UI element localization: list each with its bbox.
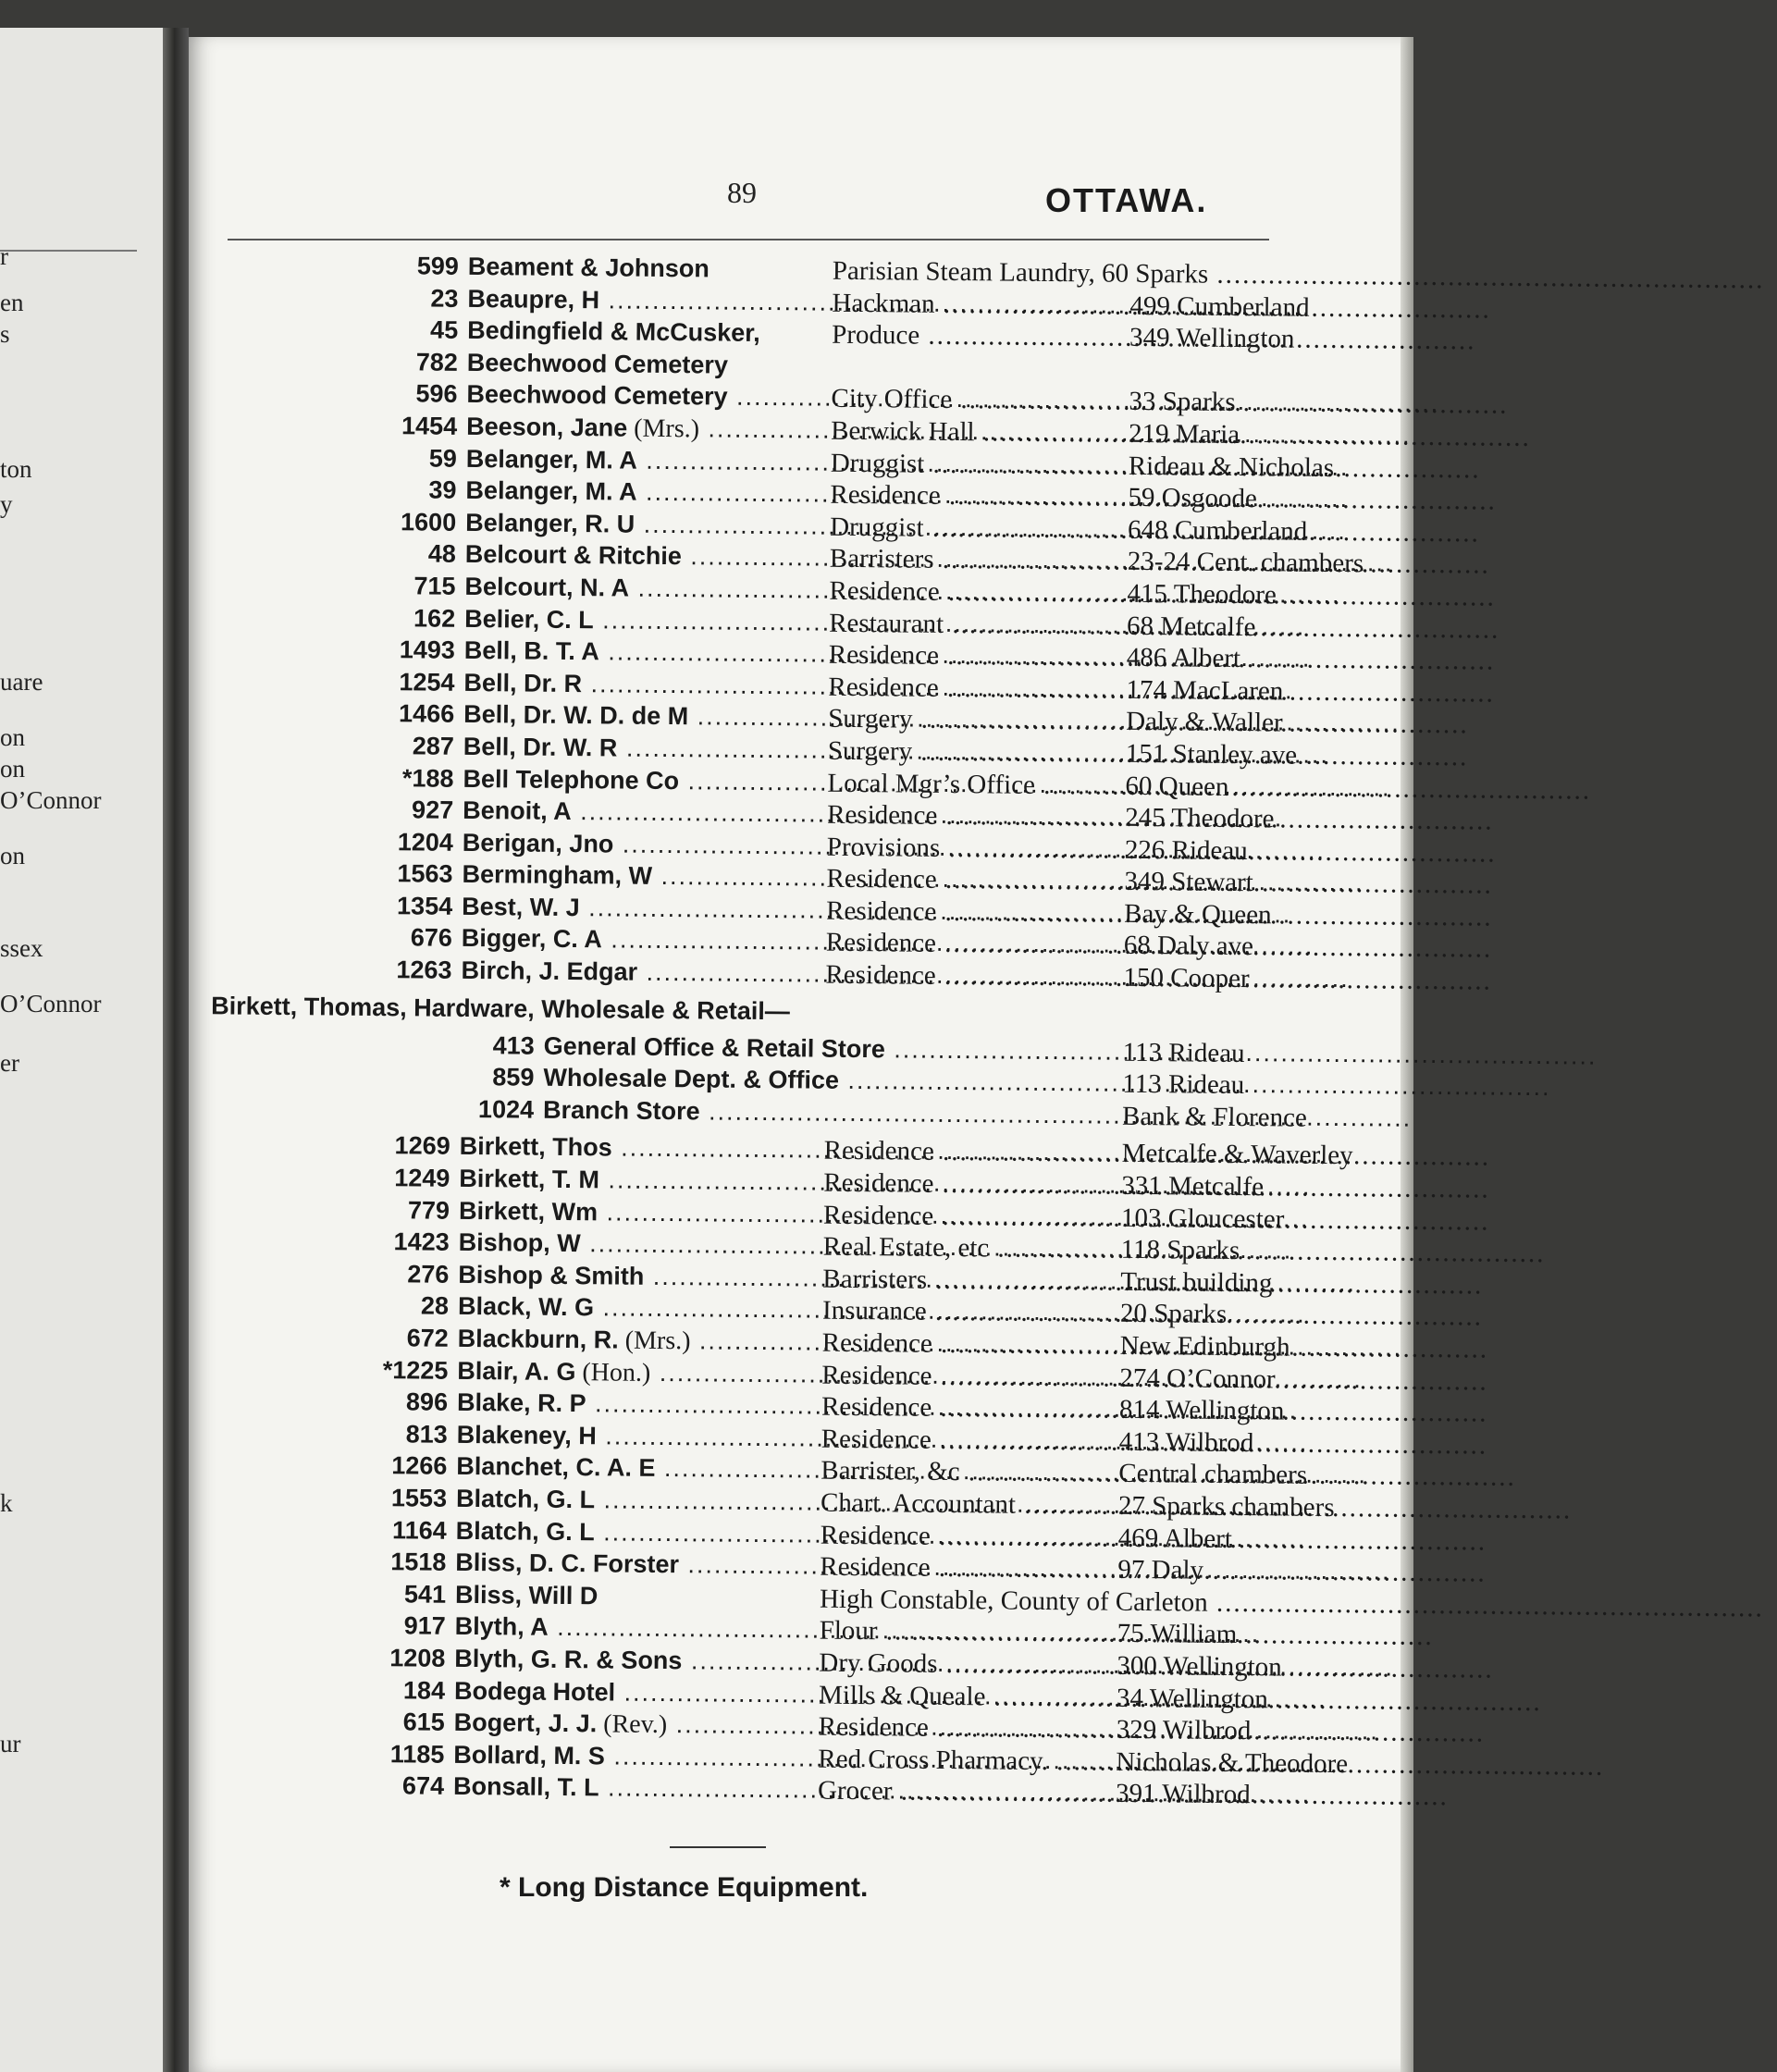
- street-address: 68 Daly ave: [1123, 931, 1254, 962]
- subscriber-name: Bell, Dr. W. D. de M .....: [463, 700, 824, 733]
- running-head: OTTAWA.: [1045, 181, 1208, 219]
- subscriber-name: Belanger, M. A .....: [466, 444, 827, 476]
- subscriber-name: Bigger, C. A .....: [462, 924, 822, 956]
- phone-number: 779: [407, 1195, 450, 1225]
- subscriber-name: Beechwood Cemetery .....: [466, 380, 827, 413]
- phone-number: 1518: [390, 1548, 447, 1576]
- subscriber-name: Bell Telephone Co .....: [463, 764, 823, 796]
- phone-number: 599: [416, 252, 459, 280]
- business-description: Residence .....: [821, 1392, 1117, 1425]
- subscriber-name: Blanchet, C. A. E .....: [456, 1452, 817, 1485]
- phone-number: 715: [413, 572, 456, 600]
- street-address: 391 Wilbrod: [1115, 1779, 1251, 1810]
- street-address: 814 Wellington: [1118, 1394, 1285, 1426]
- phone-number: 1600: [400, 508, 457, 536]
- business-description: Provisions .....: [827, 832, 1123, 865]
- left-page-text-fragment: on: [0, 723, 25, 751]
- subscriber-name: Belcourt, N. A .....: [464, 573, 825, 605]
- street-address: 274 O’Connor: [1119, 1363, 1276, 1394]
- subscriber-name: Bollard, M. S .....: [453, 1741, 814, 1773]
- left-page-text-fragment: s: [0, 320, 10, 348]
- phone-number: 39: [428, 475, 457, 504]
- subscriber-title: (Rev.): [597, 1709, 668, 1740]
- phone-number: 1164: [392, 1515, 447, 1545]
- subscriber-name: Benoit, A .....: [463, 796, 823, 829]
- phone-number: 287: [412, 732, 455, 760]
- business-description: Red Cross Pharmacy. .....: [818, 1744, 1114, 1777]
- phone-number: 596: [415, 379, 458, 409]
- street-address: 349 Stewart: [1124, 867, 1253, 898]
- subscriber-name: Bishop, W .....: [459, 1228, 820, 1261]
- street-address: 75 William: [1117, 1619, 1238, 1650]
- phone-number: 672: [406, 1324, 449, 1352]
- street-address: 300 Wellington: [1117, 1650, 1282, 1683]
- phone-number: 896: [405, 1388, 449, 1416]
- subscriber-name: Blake, R. P .....: [457, 1388, 818, 1421]
- phone-number: 674: [401, 1771, 445, 1801]
- business-description: Residence .....: [826, 928, 1122, 961]
- subscriber-name: Bishop & Smith .....: [458, 1261, 819, 1293]
- business-description: Dry Goods .....: [819, 1648, 1115, 1682]
- street-address: 20 Sparks: [1119, 1299, 1228, 1330]
- street-address: 245 Theodore: [1125, 802, 1275, 834]
- phone-number: *188: [401, 763, 454, 793]
- footnote-rule: [670, 1846, 766, 1848]
- phone-number: 276: [407, 1260, 450, 1289]
- business-description: Residence .....: [823, 1200, 1119, 1233]
- left-page-text-fragment: on: [0, 842, 25, 870]
- subscriber-name: Blair, A. G (Hon.) .....: [457, 1356, 818, 1389]
- business-description: Residence .....: [826, 864, 1122, 897]
- left-page-text-fragment: k: [0, 1489, 13, 1517]
- business-description: Residence .....: [821, 1424, 1117, 1457]
- section-heading: Birkett, Thomas, Hardware, Wholesale & Retail—: [211, 991, 790, 1025]
- phone-number: 615: [402, 1708, 445, 1736]
- phone-number: 45: [429, 315, 459, 345]
- street-address: 648 Cumberland: [1127, 514, 1308, 547]
- header-rule: [228, 239, 1269, 240]
- street-address: 151 Stanley ave: [1125, 738, 1298, 771]
- phone-number: 1493: [399, 635, 456, 664]
- left-page-text-fragment: er: [0, 1049, 19, 1077]
- street-address: 486 Albert: [1126, 642, 1241, 674]
- phone-number: 1254: [399, 667, 455, 697]
- street-address: Metcalfe & Waverley: [1121, 1139, 1353, 1171]
- business-description: Parisian Steam Laundry, 60 Sparks .....: [833, 256, 1147, 290]
- subscriber-name: Birkett, Wm .....: [459, 1197, 820, 1229]
- subscriber-name: Bonsall, T. L .....: [453, 1772, 814, 1805]
- business-description: City Office .....: [831, 384, 1127, 417]
- subscriber-name: Blyth, A .....: [455, 1612, 816, 1645]
- business-description: Flour .....: [820, 1616, 1116, 1649]
- subscriber-name: Blatch, G. L .....: [456, 1516, 817, 1548]
- street-address: Trust building: [1120, 1266, 1273, 1299]
- street-address: 219 Maria: [1128, 418, 1240, 450]
- street-address: Central chambers: [1118, 1459, 1308, 1491]
- street-address: 113 Rideau: [1122, 1069, 1245, 1101]
- department-name: Wholesale Dept. & Office .....: [543, 1064, 1117, 1098]
- subscriber-name: Birkett, T. M .....: [459, 1165, 820, 1197]
- left-page-text-fragment: uare: [0, 668, 43, 696]
- business-description: Residence .....: [829, 576, 1125, 610]
- street-address: 469 Albert: [1117, 1523, 1233, 1554]
- street-address: 331 Metcalfe: [1121, 1170, 1265, 1202]
- subscriber-name: Belier, C. L .....: [464, 604, 825, 636]
- business-description: Surgery .....: [828, 736, 1124, 770]
- street-address: 23-24 Cent. chambers: [1127, 547, 1364, 579]
- phone-number: 162: [413, 603, 456, 633]
- subscriber-title: (Mrs.): [627, 413, 700, 444]
- left-page-text-fragment: en: [0, 289, 24, 316]
- subscriber-name: Blakeney, H .....: [457, 1421, 818, 1453]
- business-description: Barristers .....: [822, 1264, 1118, 1297]
- business-description: Residence .....: [827, 800, 1123, 833]
- phone-number: 1354: [396, 892, 453, 920]
- subscriber-name: Berigan, Jno .....: [463, 829, 823, 861]
- subscriber-name: Bogert, J. J. (Rev.) .....: [454, 1708, 815, 1742]
- business-description: Berwick Hall .....: [831, 416, 1127, 450]
- street-address: 68 Metcalfe: [1126, 610, 1256, 642]
- subscriber-name: Bodega Hotel .....: [454, 1676, 815, 1708]
- street-address: Bank & Florence: [1121, 1101, 1307, 1133]
- subscriber-name: Belanger, M. A .....: [465, 476, 826, 509]
- business-description: Residence .....: [820, 1552, 1116, 1585]
- street-address: 150 Cooper: [1123, 962, 1250, 994]
- phone-number: 184: [402, 1675, 446, 1705]
- business-description: Surgery .....: [828, 704, 1124, 737]
- subscriber-name: Belcourt & Ritchie .....: [465, 540, 826, 573]
- phone-number: 48: [427, 539, 456, 569]
- phone-number: 59: [428, 444, 457, 473]
- street-address: Rideau & Nicholas: [1128, 450, 1335, 483]
- business-description: Residence .....: [821, 1520, 1117, 1553]
- business-description: Grocer .....: [818, 1776, 1114, 1809]
- subscriber-name: Bell, Dr. R .....: [463, 669, 824, 701]
- phone-number: 859: [492, 1063, 535, 1092]
- left-page-rule: [0, 250, 137, 252]
- department-name: General Office & Retail Store .....: [544, 1031, 1117, 1066]
- business-description: Druggist .....: [830, 512, 1126, 545]
- street-address: 60 Queen: [1125, 771, 1229, 802]
- business-description: Residence .....: [829, 640, 1125, 673]
- left-page-text-fragment: y: [0, 490, 13, 518]
- business-description: Residence .....: [819, 1712, 1115, 1745]
- subscriber-name: Black, W. G .....: [458, 1292, 819, 1325]
- left-page-text-fragment: ton: [0, 455, 32, 483]
- subscriber-name: Bedingfield & McCusker,: [467, 316, 760, 348]
- phone-number: 1249: [394, 1164, 450, 1192]
- phone-number: 1563: [397, 859, 453, 889]
- subscriber-name: Bell, B. T. A .....: [464, 636, 825, 669]
- subscriber-name: Bermingham, W .....: [462, 860, 822, 893]
- subscriber-name: Belanger, R. U .....: [465, 509, 826, 541]
- phone-number: 1185: [389, 1739, 445, 1769]
- phone-number: 813: [405, 1420, 448, 1449]
- street-address: 174 MacLaren: [1126, 674, 1284, 707]
- phone-number: 1454: [401, 412, 458, 440]
- business-description: Residence .....: [830, 480, 1126, 513]
- phone-number: 782: [415, 348, 458, 376]
- left-page-fragment: [0, 28, 168, 2072]
- business-description: Residence .....: [826, 896, 1122, 930]
- phone-number: 1024: [477, 1094, 535, 1124]
- subscriber-name: Best, W. J .....: [462, 893, 822, 925]
- street-address: 33 Sparks: [1129, 387, 1236, 418]
- street-address: 329 Wilbrod: [1116, 1714, 1252, 1746]
- business-description: Chart. Accountant .....: [821, 1488, 1117, 1522]
- phone-number: 1466: [398, 699, 455, 729]
- subscriber-name: Beaupre, H .....: [467, 285, 828, 317]
- business-description: Residence .....: [821, 1360, 1117, 1393]
- phone-number: 917: [403, 1611, 446, 1641]
- phone-number: 927: [411, 796, 454, 824]
- business-description: Restaurant .....: [829, 608, 1125, 641]
- subscriber-name: Blackburn, R. (Mrs.) .....: [458, 1325, 819, 1358]
- subscriber-name: Beechwood Cemetery: [466, 348, 729, 379]
- street-address: 97 Daly: [1117, 1554, 1204, 1585]
- phone-number: 1269: [394, 1131, 450, 1161]
- phone-number: 28: [420, 1291, 450, 1321]
- business-description: Residence .....: [824, 1136, 1120, 1169]
- street-address: New Edinburgh: [1119, 1330, 1290, 1363]
- phone-number: 1266: [391, 1451, 448, 1481]
- left-page-text-fragment: O’Connor: [0, 990, 102, 1018]
- left-page-text-fragment: O’Connor: [0, 786, 102, 814]
- phone-number: 1423: [393, 1227, 450, 1257]
- street-address: Bay & Queen: [1124, 898, 1272, 931]
- business-description: Real Estate, etc .....: [823, 1232, 1119, 1265]
- subscriber-title: (Hon.): [575, 1357, 651, 1388]
- street-address: 34 Wellington: [1116, 1683, 1269, 1714]
- business-description: Barrister, &c .....: [821, 1456, 1117, 1489]
- street-address: 349 Wellington: [1129, 322, 1295, 354]
- street-address: 413 Wilbrod: [1118, 1426, 1254, 1458]
- subscriber-name: Bell, Dr. W. R .....: [463, 733, 824, 765]
- subscriber-name: Birch, J. Edgar .....: [461, 956, 821, 989]
- street-address: 118 Sparks: [1120, 1234, 1240, 1266]
- street-address: 59 Osgoode: [1128, 482, 1257, 514]
- phone-number: 676: [410, 923, 453, 953]
- business-description: Residence .....: [828, 672, 1124, 705]
- phone-number: 1263: [396, 956, 452, 984]
- business-description: Produce .....: [832, 320, 1146, 353]
- street-address: Nicholas & Theodore: [1116, 1746, 1349, 1779]
- business-description: Druggist .....: [831, 448, 1127, 481]
- street-address: 499 Cumberland: [1129, 290, 1310, 323]
- phone-number: 541: [403, 1580, 447, 1609]
- business-description: Residence .....: [822, 1328, 1118, 1362]
- business-description: Hackman .....: [832, 288, 1128, 321]
- phone-number: 23: [430, 284, 459, 313]
- phone-number: 1208: [389, 1644, 446, 1672]
- business-description: Mills & Queale .....: [819, 1680, 1115, 1713]
- subscriber-name: Beament & Johnson: [467, 252, 710, 283]
- phone-number: 1553: [390, 1484, 448, 1512]
- business-description: Local Mgr’s Office .....: [827, 768, 1123, 801]
- street-address: 27 Sparks chambers: [1117, 1490, 1335, 1523]
- subscriber-name: Blatch, G. L .....: [456, 1485, 817, 1517]
- left-page-text-fragment: on: [0, 755, 25, 783]
- business-description: Barristers .....: [830, 544, 1126, 577]
- phone-number: *1225: [382, 1355, 449, 1385]
- left-page-text-fragment: ssex: [0, 934, 43, 962]
- page-number: 89: [727, 176, 757, 209]
- business-description: Insurance .....: [822, 1296, 1118, 1329]
- subscriber-name: Beeson, Jane (Mrs.) .....: [466, 413, 827, 446]
- street-address: 103 Gloucester: [1120, 1202, 1285, 1235]
- subscriber-name: Birkett, Thos .....: [460, 1132, 821, 1165]
- directory-listing: [170, 250, 1364, 1812]
- left-page-text-fragment: ur: [0, 1730, 21, 1758]
- phone-number: 1204: [397, 827, 454, 857]
- street-address: Daly & Waller: [1125, 707, 1283, 738]
- business-description: Residence .....: [823, 1168, 1119, 1202]
- street-address: 226 Rideau: [1124, 834, 1248, 866]
- subscriber-name: Blyth, G. R. & Sons .....: [454, 1645, 815, 1677]
- subscriber-name: Bliss, Will D: [454, 1580, 599, 1610]
- department-name: Branch Store .....: [543, 1096, 1117, 1130]
- subscriber-title: (Mrs.): [618, 1326, 691, 1356]
- footnote: * Long Distance Equipment.: [500, 1872, 869, 1903]
- street-address: 415 Theodore: [1127, 578, 1277, 610]
- business-description: High Constable, County of Carleton .....: [820, 1584, 1134, 1617]
- street-address: 113 Rideau: [1122, 1037, 1245, 1068]
- left-page-text-fragment: r: [0, 242, 8, 270]
- subscriber-name: Bliss, D. C. Forster .....: [455, 1548, 816, 1581]
- business-description: Residence .....: [825, 960, 1121, 993]
- phone-number: 413: [492, 1030, 535, 1060]
